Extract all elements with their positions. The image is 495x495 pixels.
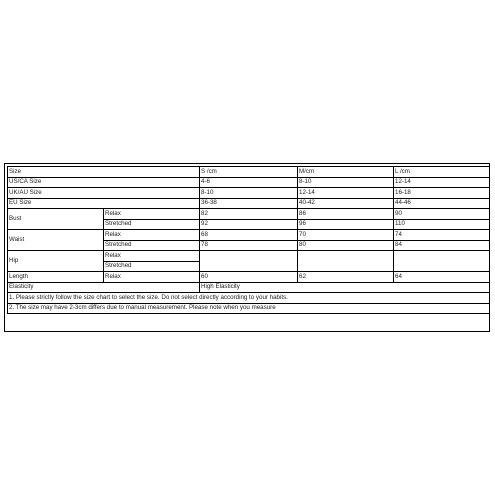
hip-stretched-label-cell: Stretched	[104, 261, 200, 272]
uk-au-m-cell: 12-14	[298, 188, 394, 199]
waist-relax-m-cell: 70	[298, 230, 394, 241]
size-chart-table	[7, 166, 490, 314]
table-row	[8, 188, 490, 199]
us-ca-l-cell: 12-14	[394, 177, 490, 188]
header-m-cell: M/cm	[298, 167, 394, 178]
eu-s-cell: 36-38	[200, 198, 298, 209]
elasticity-label-cell: Elasticity	[8, 282, 200, 293]
bust-relax-s-cell: 82	[200, 209, 298, 220]
header-s-cell: S /cm	[200, 167, 298, 178]
eu-l-cell: 44-46	[394, 198, 490, 209]
hip-label-cell: Hip	[8, 251, 104, 272]
length-m-cell: 62	[298, 272, 394, 283]
table-row	[8, 293, 490, 304]
length-relax-label-cell: Relax	[104, 272, 200, 283]
table-row	[8, 209, 490, 220]
note-2-cell: 2. The size may have 2-3cm differs due to manual measurement. Please note when you measure	[8, 303, 490, 314]
note-1-cell: 1. Please strictly follow the size chart to select the size. Do not select directly according to your habits.	[8, 293, 490, 304]
uk-au-s-cell: 8-10	[200, 188, 298, 199]
size-chart-frame	[4, 163, 490, 332]
bust-label-cell: Bust	[8, 209, 104, 230]
table-row	[8, 198, 490, 209]
table-row	[8, 303, 490, 314]
us-ca-label-cell: US/CA Size	[8, 177, 200, 188]
hip-s-cell	[200, 251, 298, 272]
hip-relax-label-cell: Relax	[104, 251, 200, 262]
hip-l-cell	[394, 251, 490, 272]
length-s-cell: 60	[200, 272, 298, 283]
table-row	[8, 272, 490, 283]
waist-stretched-l-cell: 84	[394, 240, 490, 251]
eu-label-cell: EU Size	[8, 198, 200, 209]
waist-stretched-m-cell: 80	[298, 240, 394, 251]
header-l-cell: L /cm	[394, 167, 490, 178]
table-row	[8, 167, 490, 178]
bust-relax-label-cell: Relax	[104, 209, 200, 220]
bust-stretched-label-cell: Stretched	[104, 219, 200, 230]
eu-m-cell: 40-42	[298, 198, 394, 209]
elasticity-value-cell: High Elasticity	[200, 282, 490, 293]
table-row	[8, 282, 490, 293]
bust-relax-l-cell: 90	[394, 209, 490, 220]
length-label-cell: Length	[8, 272, 104, 283]
bust-stretched-m-cell: 96	[298, 219, 394, 230]
header-label-cell: Size	[8, 167, 200, 178]
us-ca-m-cell: 8-10	[298, 177, 394, 188]
uk-au-l-cell: 16-18	[394, 188, 490, 199]
uk-au-label-cell: UK/AU Size	[8, 188, 200, 199]
table-row	[8, 251, 490, 262]
bust-stretched-l-cell: 110	[394, 219, 490, 230]
waist-stretched-label-cell: Stretched	[104, 240, 200, 251]
waist-relax-label-cell: Relax	[104, 230, 200, 241]
waist-relax-l-cell: 74	[394, 230, 490, 241]
us-ca-s-cell: 4-6	[200, 177, 298, 188]
bust-stretched-s-cell: 92	[200, 219, 298, 230]
table-row	[8, 177, 490, 188]
length-l-cell: 64	[394, 272, 490, 283]
waist-relax-s-cell: 68	[200, 230, 298, 241]
waist-label-cell: Waist	[8, 230, 104, 251]
waist-stretched-s-cell: 78	[200, 240, 298, 251]
hip-m-cell	[298, 251, 394, 272]
bust-relax-m-cell: 86	[298, 209, 394, 220]
table-row	[8, 230, 490, 241]
